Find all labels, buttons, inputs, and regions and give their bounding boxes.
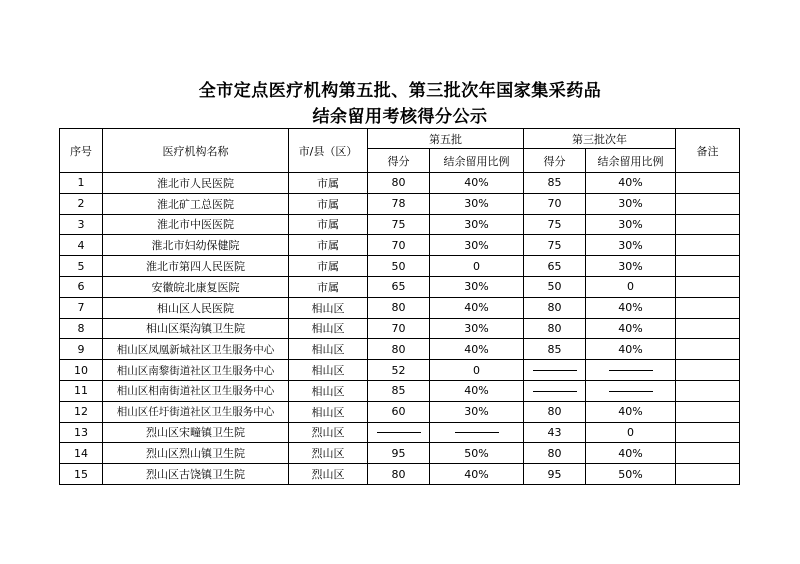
row-seq: 11 (60, 380, 103, 401)
row-note (676, 297, 740, 318)
row-batch5-ratio: 0 (430, 256, 524, 277)
row-batch3-score: 75 (524, 214, 586, 235)
row-note (676, 422, 740, 443)
table-row (60, 443, 740, 464)
row-batch5-score: 70 (368, 235, 430, 256)
row-note (676, 318, 740, 339)
row-seq: 10 (60, 360, 103, 381)
row-institution-name: 淮北市人民医院 (103, 173, 289, 194)
row-note (676, 464, 740, 485)
row-note (676, 339, 740, 360)
row-batch3-score (524, 360, 586, 381)
header-name: 医疗机构名称 (103, 129, 289, 173)
row-batch5-score: 95 (368, 443, 430, 464)
not-applicable-dash (455, 432, 499, 433)
row-batch5-score: 52 (368, 360, 430, 381)
row-institution-name: 相山区任圩街道社区卫生服务中心 (103, 401, 289, 422)
row-batch3-score: 80 (524, 401, 586, 422)
row-district: 烈山区 (289, 422, 368, 443)
row-batch3-ratio: 30% (586, 235, 676, 256)
row-district: 相山区 (289, 380, 368, 401)
row-batch5-score: 60 (368, 401, 430, 422)
document-title-line2: 结余留用考核得分公示 (312, 107, 488, 127)
row-seq: 7 (60, 297, 103, 318)
row-batch5-score: 85 (368, 380, 430, 401)
header-district: 市/县（区） (289, 129, 368, 173)
row-institution-name: 烈山区古饶镇卫生院 (103, 464, 289, 485)
row-batch5-score: 70 (368, 318, 430, 339)
row-note (676, 235, 740, 256)
row-seq: 15 (60, 464, 103, 485)
row-batch3-ratio: 0 (586, 276, 676, 297)
table-body (60, 173, 740, 485)
table-row (60, 339, 740, 360)
table-row (60, 318, 740, 339)
row-batch5-score: 50 (368, 256, 430, 277)
row-seq: 9 (60, 339, 103, 360)
header-batch5-score: 得分 (368, 149, 430, 173)
row-batch5-score: 78 (368, 193, 430, 214)
row-seq: 13 (60, 422, 103, 443)
row-seq: 5 (60, 256, 103, 277)
row-institution-name: 烈山区烈山镇卫生院 (103, 443, 289, 464)
row-note (676, 193, 740, 214)
row-batch3-ratio: 40% (586, 339, 676, 360)
row-institution-name: 安徽皖北康复医院 (103, 276, 289, 297)
not-applicable-dash (609, 370, 653, 371)
row-batch5-ratio: 40% (430, 380, 524, 401)
table-row (60, 173, 740, 194)
row-batch3-ratio: 30% (586, 193, 676, 214)
row-note (676, 256, 740, 277)
table-row (60, 214, 740, 235)
row-institution-name: 相山区人民医院 (103, 297, 289, 318)
row-note (676, 401, 740, 422)
row-batch5-ratio: 40% (430, 297, 524, 318)
header-batch3-score: 得分 (524, 149, 586, 173)
row-district: 市属 (289, 235, 368, 256)
row-seq: 3 (60, 214, 103, 235)
row-district: 相山区 (289, 297, 368, 318)
row-seq: 4 (60, 235, 103, 256)
row-district: 烈山区 (289, 443, 368, 464)
row-institution-name: 相山区相南街道社区卫生服务中心 (103, 380, 289, 401)
row-batch3-ratio: 30% (586, 256, 676, 277)
row-batch3-score: 50 (524, 276, 586, 297)
not-applicable-dash (533, 370, 577, 371)
row-batch3-score: 65 (524, 256, 586, 277)
row-batch3-ratio (586, 360, 676, 381)
row-district: 相山区 (289, 401, 368, 422)
table-row (60, 193, 740, 214)
row-batch5-ratio: 30% (430, 276, 524, 297)
row-batch3-score: 80 (524, 318, 586, 339)
row-district: 市属 (289, 276, 368, 297)
table-row (60, 360, 740, 381)
table-row (60, 276, 740, 297)
row-note (676, 214, 740, 235)
header-batch5: 第五批 (368, 129, 524, 149)
row-batch5-ratio: 0 (430, 360, 524, 381)
row-batch5-ratio (430, 422, 524, 443)
row-batch5-score: 80 (368, 297, 430, 318)
row-note (676, 443, 740, 464)
row-batch3-ratio: 40% (586, 318, 676, 339)
row-batch3-ratio: 40% (586, 297, 676, 318)
row-seq: 8 (60, 318, 103, 339)
row-note (676, 276, 740, 297)
row-institution-name: 淮北市中医医院 (103, 214, 289, 235)
not-applicable-dash (609, 391, 653, 392)
row-district: 市属 (289, 256, 368, 277)
table-row (60, 401, 740, 422)
row-batch3-ratio: 30% (586, 214, 676, 235)
header-batch5-ratio: 结余留用比例 (430, 149, 524, 173)
row-batch3-score: 95 (524, 464, 586, 485)
row-batch3-score: 70 (524, 193, 586, 214)
row-batch3-score: 80 (524, 297, 586, 318)
table-row (60, 380, 740, 401)
row-district: 市属 (289, 214, 368, 235)
row-seq: 12 (60, 401, 103, 422)
row-batch5-score: 80 (368, 464, 430, 485)
row-batch3-ratio: 40% (586, 173, 676, 194)
header-note: 备注 (676, 129, 740, 173)
row-batch5-ratio: 40% (430, 173, 524, 194)
row-district: 相山区 (289, 339, 368, 360)
row-batch5-score: 80 (368, 339, 430, 360)
row-batch3-score: 85 (524, 173, 586, 194)
row-batch5-ratio: 40% (430, 464, 524, 485)
row-batch5-ratio: 30% (430, 318, 524, 339)
not-applicable-dash (377, 432, 421, 433)
row-institution-name: 相山区渠沟镇卫生院 (103, 318, 289, 339)
row-seq: 2 (60, 193, 103, 214)
row-batch5-score: 75 (368, 214, 430, 235)
row-batch3-ratio: 0 (586, 422, 676, 443)
row-district: 相山区 (289, 360, 368, 381)
row-batch5-ratio: 30% (430, 235, 524, 256)
table-row (60, 464, 740, 485)
row-institution-name: 淮北矿工总医院 (103, 193, 289, 214)
row-institution-name: 相山区南黎街道社区卫生服务中心 (103, 360, 289, 381)
row-batch3-ratio: 50% (586, 464, 676, 485)
row-district: 市属 (289, 173, 368, 194)
row-seq: 1 (60, 173, 103, 194)
row-batch3-ratio (586, 380, 676, 401)
header-seq: 序号 (60, 129, 103, 173)
row-batch3-score: 43 (524, 422, 586, 443)
header-batch3-ratio: 结余留用比例 (586, 149, 676, 173)
row-note (676, 380, 740, 401)
row-note (676, 360, 740, 381)
row-batch3-score (524, 380, 586, 401)
row-batch3-ratio: 40% (586, 443, 676, 464)
row-district: 烈山区 (289, 464, 368, 485)
row-batch5-ratio: 50% (430, 443, 524, 464)
row-institution-name: 淮北市第四人民医院 (103, 256, 289, 277)
row-batch5-score (368, 422, 430, 443)
table-row (60, 235, 740, 256)
row-batch5-ratio: 40% (430, 339, 524, 360)
row-institution-name: 烈山区宋疃镇卫生院 (103, 422, 289, 443)
row-batch3-ratio: 40% (586, 401, 676, 422)
row-batch3-score: 80 (524, 443, 586, 464)
score-table (59, 128, 740, 485)
row-batch3-score: 85 (524, 339, 586, 360)
row-district: 市属 (289, 193, 368, 214)
table-row (60, 422, 740, 443)
table-row (60, 256, 740, 277)
row-batch3-score: 75 (524, 235, 586, 256)
document-title-line1: 全市定点医疗机构第五批、第三批次年国家集采药品 (198, 81, 602, 101)
table-row (60, 297, 740, 318)
row-batch5-ratio: 30% (430, 214, 524, 235)
row-seq: 14 (60, 443, 103, 464)
row-institution-name: 相山区凤凰新城社区卫生服务中心 (103, 339, 289, 360)
row-seq: 6 (60, 276, 103, 297)
row-note (676, 173, 740, 194)
row-batch5-ratio: 30% (430, 193, 524, 214)
row-batch5-score: 65 (368, 276, 430, 297)
row-district: 相山区 (289, 318, 368, 339)
row-institution-name: 淮北市妇幼保健院 (103, 235, 289, 256)
row-batch5-ratio: 30% (430, 401, 524, 422)
row-batch5-score: 80 (368, 173, 430, 194)
header-batch3: 第三批次年 (524, 129, 676, 149)
not-applicable-dash (533, 391, 577, 392)
